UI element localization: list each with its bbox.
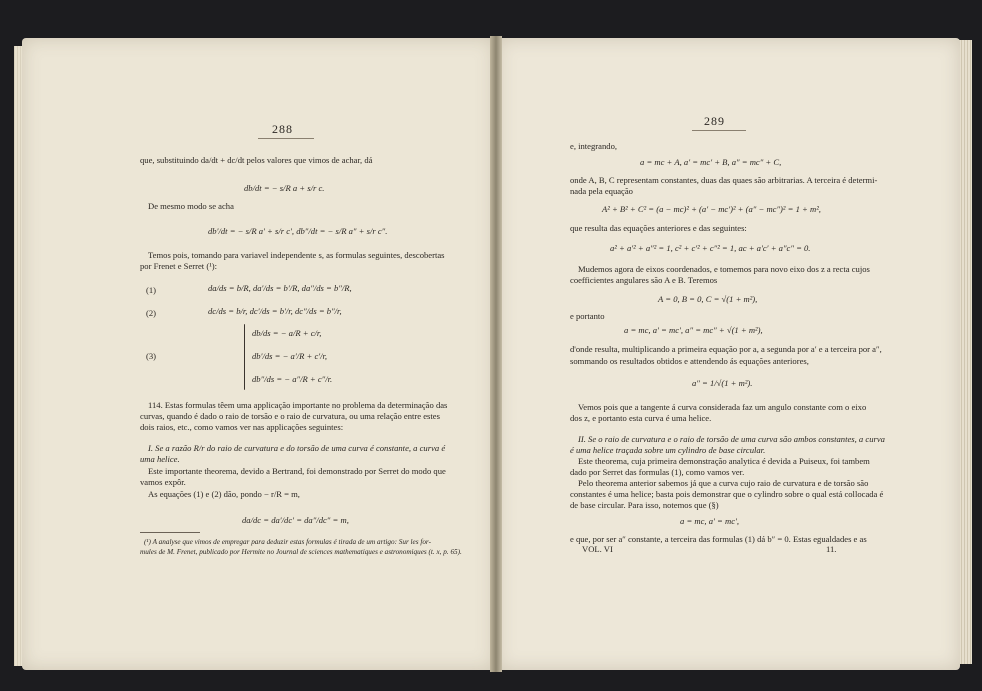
text-line: constantes é uma helice; basta pois demonstrar que o cylindro sobre o qual está collocada é xyxy=(570,489,884,499)
text-line: As equações (1) e (2) dão, pondo − r/R = m, xyxy=(148,489,300,499)
open-book xyxy=(12,32,972,682)
equation-line: db/dt = − s/R a + s/r c. xyxy=(244,183,325,193)
equation-number: (2) xyxy=(146,308,157,318)
text-line: curvas, quando é dado o raio de torsão e o raio de curvatura, ou uma relação entre estes xyxy=(140,411,440,421)
equation-brace xyxy=(244,324,245,390)
text-line: dos z, e portanto esta curva é uma helice. xyxy=(570,413,712,423)
text-line: que, substituindo da/dt + dc/dt pelos valores que vimos de achar, dá xyxy=(140,155,373,165)
equation-line: db′/dt = − s/R a′ + s/r c′, db″/dt = − s/R a″ + s/r c″. xyxy=(208,226,388,236)
footnote-rule xyxy=(140,532,200,533)
text-line: e que, por ser a″ constante, a terceira das formulas (1) dá b″ = 0. Estas egualdades e as xyxy=(570,534,867,544)
text-line: de base circular. Para isso, notemos que (§) xyxy=(570,500,719,510)
text-line: e, integrando, xyxy=(570,141,618,151)
text-line: nada pela equação xyxy=(570,186,633,196)
text-line: 114. Estas formulas têem uma applicação importante no problema da determinação das xyxy=(148,400,448,410)
text-line: dois raios, etc., como vamos ver nas applicações seguintes: xyxy=(140,422,344,432)
right-page xyxy=(498,38,960,670)
equation-line: a″ = 1/√(1 + m²). xyxy=(692,378,753,388)
equation-line: a = mc, a′ = mc′, xyxy=(680,516,740,526)
text-line: onde A, B, C representam constantes, duas das quaes são arbitrarias. A terceira é determi- xyxy=(570,175,878,185)
text-line: por Frenet e Serret (¹): xyxy=(140,261,218,271)
text-line: dado por Serret das formulas (1), como vamos ver. xyxy=(570,467,745,477)
equation-line: db″/ds = − a″/R + c″/r. xyxy=(252,374,333,384)
equation-line: A² + B² + C² = (a − mc)² + (a′ − mc′)² + (a″ − mc″)² = 1 + m², xyxy=(602,204,821,214)
equation-line: a² + a′² + a″² = 1, c² + c′² + c″² = 1, ac + a′c′ + a″c″ = 0. xyxy=(610,243,811,253)
volume-signature: VOL. VI xyxy=(582,544,613,554)
text-line: é uma helice traçada sobre um cylindro de base circular. xyxy=(570,445,766,455)
text-line: I. Se a razão R/r do raio de curvatura e do torsão de uma curva é constante, a curva é xyxy=(148,443,446,453)
book-gutter xyxy=(490,36,502,672)
equation-line: da/ds = b/R, da′/ds = b′/R, da″/ds = b″/R, xyxy=(208,283,352,293)
equation-line: da/dc = da′/dc′ = da″/dc″ = m, xyxy=(242,515,349,525)
equation-line: a = mc, a′ = mc′, a″ = mc″ + √(1 + m²), xyxy=(624,325,763,335)
equation-number: (3) xyxy=(146,351,157,361)
text-line: Pelo theorema anterior sabemos já que a curva cujo raio de curvatura e de torsão são xyxy=(578,478,869,488)
equation-line: A = 0, B = 0, C = √(1 + m²), xyxy=(658,294,758,304)
page-number-rule xyxy=(692,130,746,131)
text-line: Vemos pois que a tangente á curva considerada faz um angulo constante com o eixo xyxy=(578,402,867,412)
equation-line: a = mc + A, a′ = mc′ + B, a″ = mc″ + C, xyxy=(640,157,782,167)
text-line: II. Se o raio de curvatura e o raio de torsão de uma curva são ambos constantes, a curva xyxy=(578,434,885,444)
text-line: Temos pois, tomando para variavel independente s, as formulas seguintes, descobertas xyxy=(148,250,445,260)
text-line: e portanto xyxy=(570,311,605,321)
equation-line: db/ds = − a/R + c/r, xyxy=(252,328,322,338)
page-number: 288 xyxy=(272,122,293,136)
text-line: que resulta das equações anteriores e das seguintes: xyxy=(570,223,747,233)
text-line: uma helice. xyxy=(140,454,180,464)
text-line: Este theorema, cuja primeira demonstração analytica é devida a Puiseux, foi tambem xyxy=(578,456,870,466)
text-line: Este importante theorema, devido a Bertrand, foi demonstrado por Serret do modo que xyxy=(148,466,446,476)
page-number-rule xyxy=(258,138,314,139)
text-line: coefficientes angulares são A e B. Teremos xyxy=(570,275,718,285)
footnote-line: (¹) A analyse que vimos de empregar para deduzir estas formulas é tirada de um artigo: Sur les for- xyxy=(144,538,431,546)
text-line: De mesmo modo se acha xyxy=(148,201,234,211)
text-line: sommando os resultados obtidos e attendendo ás equações anteriores, xyxy=(570,356,809,366)
left-page xyxy=(22,38,494,670)
text-line: Mudemos agora de eixos coordenados, e tomemos para novo eixo dos z a recta cujos xyxy=(578,264,870,274)
equation-line: dc/ds = b/r, dc′/ds = b′/r, dc″/ds = b″/r, xyxy=(208,306,342,316)
equation-line: db′/ds = − a′/R + c′/r, xyxy=(252,351,328,361)
footnote-line: mules de M. Frenet, publicado por Hermite no Journal de sciences mathematiques e astronomiques (t. x, p. 65). xyxy=(140,548,462,556)
text-line: d'onde resulta, multiplicando a primeira equação por a, a segunda por a′ e a terceira por a″, xyxy=(570,344,882,354)
equation-number: (1) xyxy=(146,285,157,295)
page-number: 289 xyxy=(704,114,725,128)
text-line: vamos expôr. xyxy=(140,477,186,487)
sheet-signature: 11. xyxy=(826,544,837,554)
